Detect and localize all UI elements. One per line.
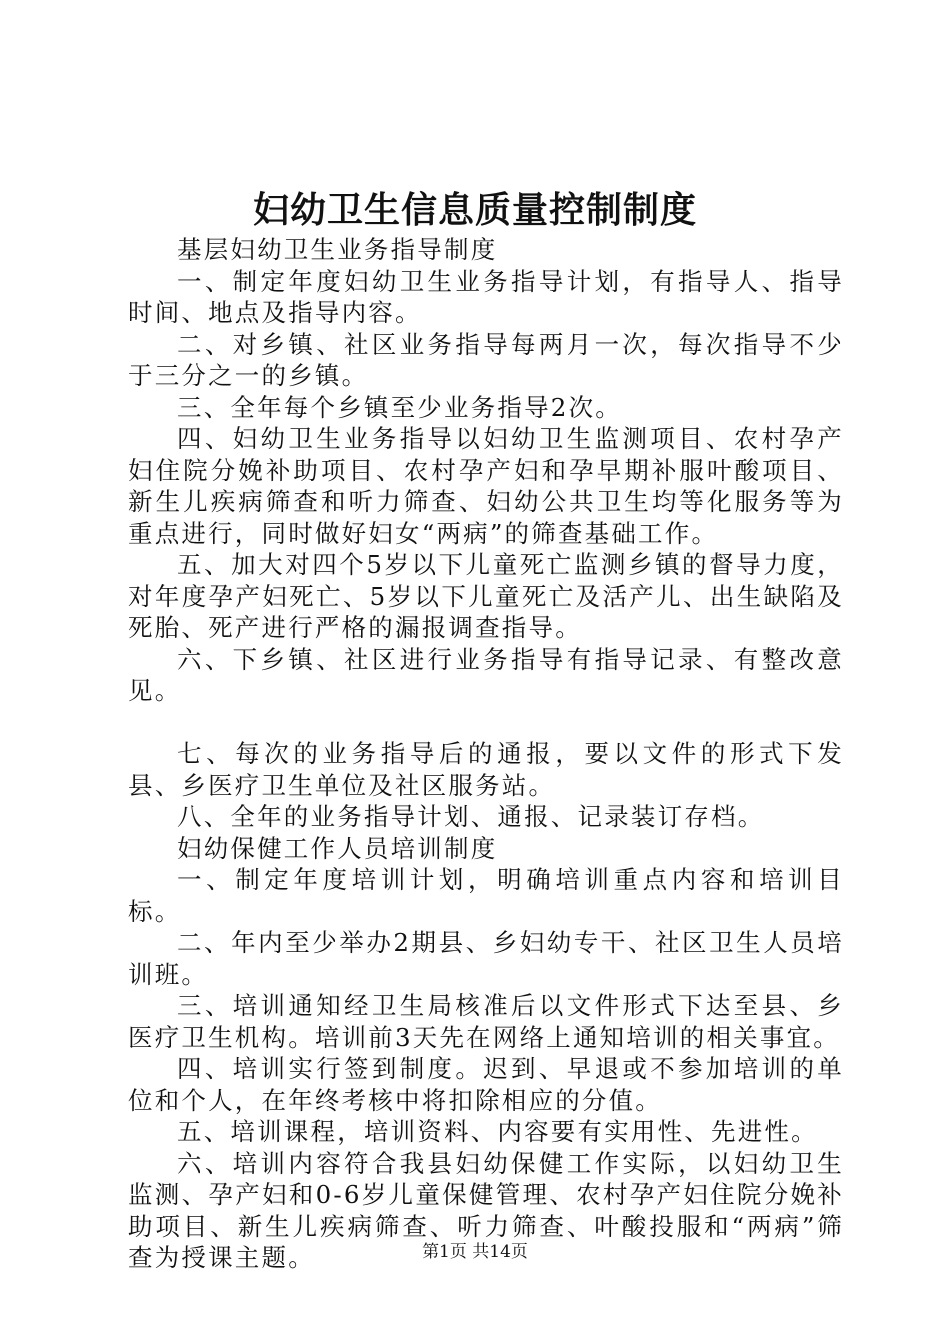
paragraph: 七、每次的业务指导后的通报，要以文件的形式下发县、乡医疗卫生单位及社区服务站。 [128, 739, 844, 800]
paragraph: 二、对乡镇、社区业务指导每两月一次，每次指导不少于三分之一的乡镇。 [128, 329, 844, 390]
paragraph: 二、年内至少举办2期县、乡妇幼专干、社区卫生人员培训班。 [128, 928, 844, 989]
blank-line [128, 707, 844, 739]
paragraph: 三、培训通知经卫生局核准后以文件形式下达至县、乡医疗卫生机构。培训前3天先在网络上通知培训的相关事宜。 [128, 991, 844, 1052]
section-heading: 妇幼保健工作人员培训制度 [177, 833, 498, 863]
paragraph: 六、培训内容符合我县妇幼保健工作实际，以妇幼卫生监测、孕产妇和0-6岁儿童保健管理、农村孕产妇住院分娩补助项目、新生儿疾病筛查、听力筛查、叶酸投服和“两病”筛查为授课主题。 [128, 1148, 844, 1272]
paragraph: 四、妇幼卫生业务指导以妇幼卫生监测项目、农村孕产妇住院分娩补助项目、农村孕产妇和孕早期补服叶酸项目、新生儿疾病筛查和听力筛查、妇幼公共卫生均等化服务等为重点进行，同时做好妇女“两病”的筛查基础工作。 [128, 424, 844, 548]
document-body [128, 234, 844, 1274]
paragraph: 六、下乡镇、社区进行业务指导有指导记录、有整改意见。 [128, 644, 844, 705]
paragraph: 四、培训实行签到制度。迟到、早退或不参加培训的单位和个人，在年终考核中将扣除相应的分值。 [128, 1054, 844, 1115]
page-footer: 第1页 共14页 [422, 1242, 528, 1262]
paragraph: 一、制定年度妇幼卫生业务指导计划，有指导人、指导时间、地点及指导内容。 [128, 266, 844, 327]
paragraph: 三、全年每个乡镇至少业务指导2次。 [177, 392, 622, 422]
paragraph: 五、加大对四个5岁以下儿童死亡监测乡镇的督导力度，对年度孕产妇死亡、5岁以下儿童死亡及活产儿、出生缺陷及死胎、死产进行严格的漏报调查指导。 [128, 550, 844, 642]
section-heading: 基层妇幼卫生业务指导制度 [177, 235, 498, 264]
paragraph: 五、培训课程，培训资料、内容要有实用性、先进性。 [177, 1117, 818, 1146]
paragraph: 一、制定年度培训计划，明确培训重点内容和培训目标。 [128, 865, 844, 926]
document-title: 妇幼卫生信息质量控制制度 [252, 189, 697, 231]
paragraph: 八、全年的业务指导计划、通报、记录装订存档。 [177, 802, 765, 831]
